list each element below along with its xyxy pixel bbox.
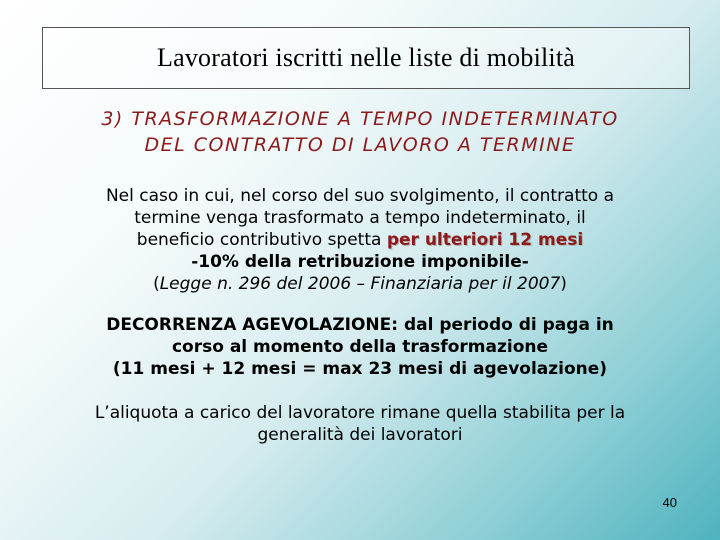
paragraph2-line-1: DECORRENZA AGEVOLAZIONE: dal periodo di paga in (106, 315, 614, 335)
title-box (42, 27, 690, 89)
benefit-duration-highlight: per ulteriori 12 mesi (386, 230, 584, 250)
heading-line-1: 3) TRASFORMAZIONE A TEMPO INDETERMINATO (101, 108, 619, 130)
paragraph3-line-2: generalità dei lavoratori (257, 425, 463, 445)
paragraph1-line-1: Nel caso in cui, nel corso del suo svolgimento, il contratto a (105, 186, 615, 206)
section-heading (40, 106, 680, 158)
page-number: 40 (662, 495, 677, 510)
heading-line-2: DEL CONTRATTO DI LAVORO A TERMINE (144, 134, 576, 156)
paragraph-benefit (30, 185, 690, 295)
paragraph1-line-5 (30, 273, 690, 295)
paragraph2-line-3: (11 mesi + 12 mesi = max 23 mesi di agevolazione) (112, 359, 608, 379)
paragraph-aliquota (30, 402, 690, 446)
paragraph1-line-4: -10% della retribuzione imponibile- (191, 252, 529, 272)
law-reference: Legge n. 296 del 2006 – Finanziaria per il 2007 (159, 274, 561, 294)
paragraph-decorrenza (30, 314, 690, 380)
paragraph3-line-1: L’aliquota a carico del lavoratore rimane quella stabilita per la (94, 403, 626, 423)
slide-title: Lavoratori iscritti nelle liste di mobilità (157, 43, 575, 72)
paragraph1-line-3-prefix: beneficio contributivo spetta (136, 230, 387, 250)
paragraph1-line-3 (30, 229, 690, 251)
law-reference-open: ( (153, 274, 160, 294)
paragraph1-line-2: termine venga trasformato a tempo indeterminato, il (134, 208, 586, 228)
law-reference-close: ) (560, 274, 567, 294)
paragraph2-line-2: corso al momento della trasformazione (171, 337, 549, 357)
